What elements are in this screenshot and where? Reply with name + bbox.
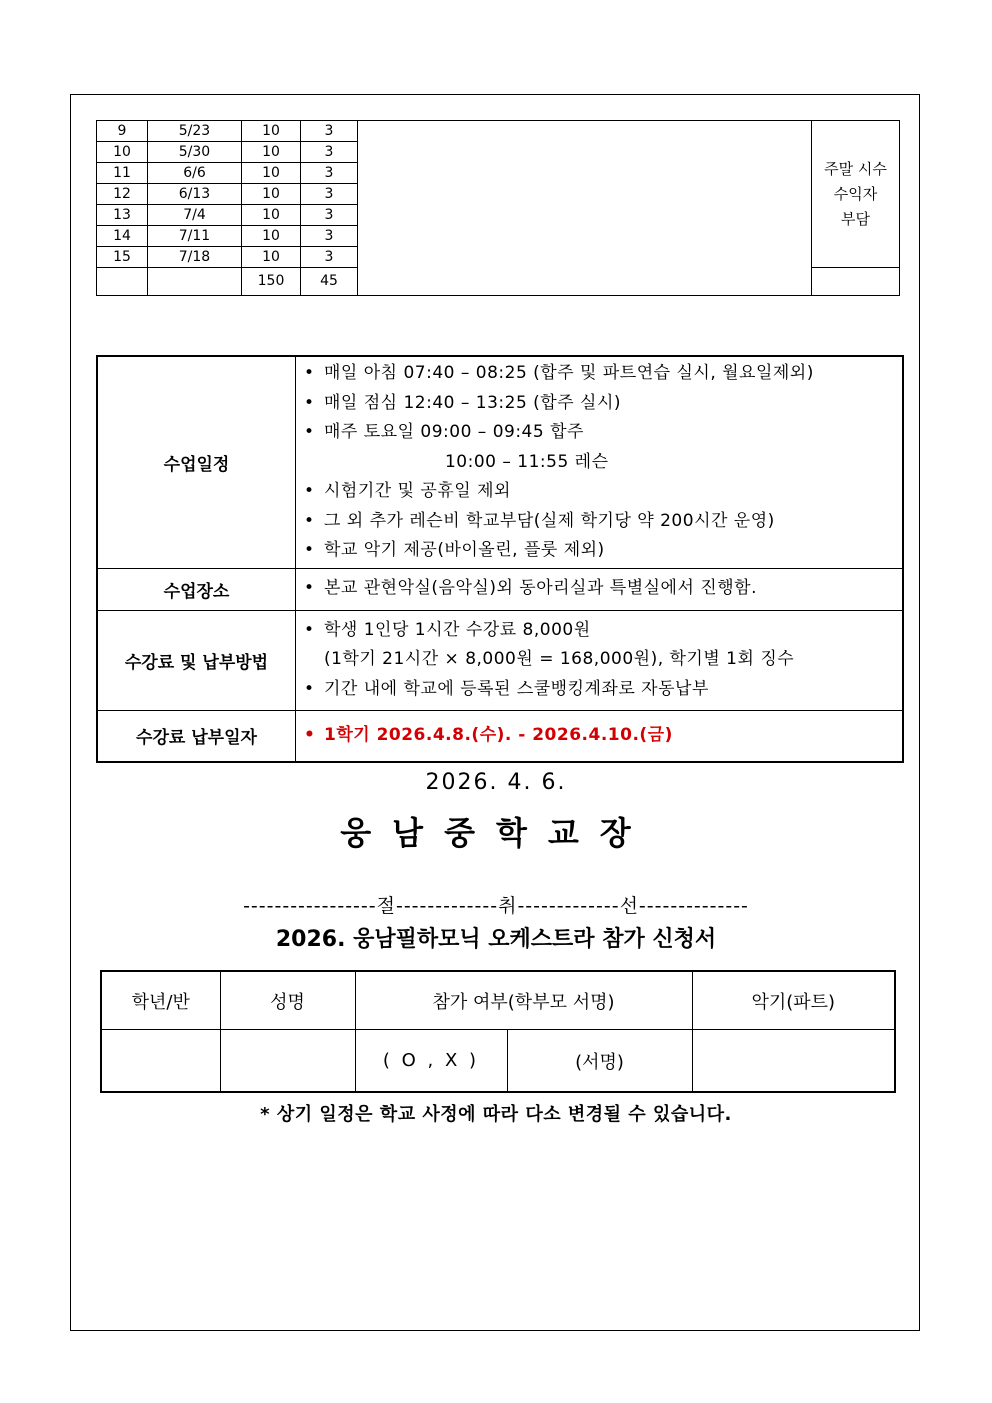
header-instrument: 악기(파트) (692, 971, 895, 1030)
schedule-cell-date: 5/30 (148, 142, 242, 163)
schedule-empty-cell (97, 268, 148, 296)
schedule-cell-date: 7/18 (148, 247, 242, 268)
schedule-empty-cell (812, 268, 900, 296)
notice-date: 2026. 4. 6. (425, 770, 567, 795)
schedule-cell-no: 13 (97, 205, 148, 226)
header-name: 성명 (220, 971, 355, 1030)
schedule-cell-date: 6/13 (148, 184, 242, 205)
change-notice: * 상기 일정은 학교 사정에 따라 다소 변경될 수 있습니다. (260, 1104, 732, 1125)
schedule-content (295, 356, 903, 568)
schedule-line: • 매일 아침 07:40 – 08:25 (합주 및 파트연습 실시, 월요일제외) (303, 363, 814, 383)
fee-content (295, 610, 903, 710)
form-title: 2026. 웅남필하모닉 오케스트라 참가 신청서 (275, 927, 717, 952)
schedule-line: • 그 외 추가 레슨비 학교부담(실제 학기당 약 200시간 운영) (303, 510, 775, 531)
place-label: 수업장소 (97, 568, 295, 610)
schedule-cell-no: 10 (97, 142, 148, 163)
application-form (100, 970, 896, 1093)
schedule-line: • 학교 악기 제공(바이올린, 플룻 제외) (303, 540, 605, 560)
schedule-blank-cell (358, 121, 812, 296)
schedule-cell-date: 5/23 (148, 121, 242, 142)
name-field[interactable] (220, 1030, 355, 1093)
schedule-line: • 시험기간 및 공휴일 제외 (303, 481, 511, 501)
fee-line: • 기간 내에 학교에 등록된 스쿨뱅킹계좌로 자동납부 (303, 678, 709, 699)
schedule-label: 수업일정 (97, 356, 295, 568)
schedule-cell-no: 15 (97, 247, 148, 268)
schedule-total-cell: 45 (301, 268, 358, 296)
schedule-cell-students: 10 (242, 226, 301, 247)
principal-title: 웅남중학교장 (340, 814, 652, 852)
schedule-cell-hours: 3 (301, 142, 358, 163)
schedule-total-cell: 150 (242, 268, 301, 296)
schedule-cell-date: 7/11 (148, 226, 242, 247)
instrument-field[interactable] (692, 1030, 895, 1093)
schedule-cell-students: 10 (242, 142, 301, 163)
schedule-cell-no: 12 (97, 184, 148, 205)
schedule-cell-hours: 3 (301, 247, 358, 268)
schedule-cell-hours: 3 (301, 184, 358, 205)
schedule-table (96, 120, 900, 296)
schedule-note (812, 121, 900, 268)
place-content (295, 568, 903, 610)
cut-line: -----------------절-------------취-------------선-------------- (243, 895, 749, 917)
due-label: 수강료 납부일자 (97, 710, 295, 762)
fee-label: 수강료 및 납부방법 (97, 610, 295, 710)
schedule-note-line: 부담 (841, 209, 870, 228)
schedule-cell-hours: 3 (301, 163, 358, 184)
schedule-row (97, 121, 900, 142)
schedule-cell-no: 11 (97, 163, 148, 184)
schedule-line: • 매일 점심 12:40 – 13:25 (합주 실시) (303, 392, 622, 413)
schedule-cell-students: 10 (242, 247, 301, 268)
signature-field[interactable]: (서명) (507, 1030, 692, 1093)
header-grade: 학년/반 (101, 971, 220, 1030)
schedule-cell-hours: 3 (301, 205, 358, 226)
schedule-note-line: 수익자 (833, 184, 878, 203)
schedule-empty-cell (148, 268, 242, 296)
schedule-cell-students: 10 (242, 163, 301, 184)
schedule-cell-hours: 3 (301, 226, 358, 247)
schedule-cell-no: 14 (97, 226, 148, 247)
place-line: • 본교 관현악실(음악실)외 동아리실과 특별실에서 진행함. (303, 578, 757, 599)
header-participation: 참가 여부(학부모 서명) (355, 971, 692, 1030)
participation-ox-field[interactable]: ( O , X ) (355, 1030, 507, 1093)
schedule-cell-students: 10 (242, 184, 301, 205)
schedule-cell-students: 10 (242, 205, 301, 226)
schedule-note-line: 주말 시수 (824, 159, 887, 178)
schedule-line: • 매주 토요일 09:00 – 09:45 합주 (303, 422, 584, 442)
schedule-cell-students: 10 (242, 121, 301, 142)
due-line: • 1학기 2026.4.8.(수). - 2026.4.10.(금) (303, 725, 673, 745)
schedule-cell-date: 6/6 (148, 163, 242, 184)
schedule-cell-date: 7/4 (148, 205, 242, 226)
grade-field[interactable] (101, 1030, 220, 1093)
schedule-line: 10:00 – 11:55 레슨 (444, 451, 609, 472)
schedule-cell-hours: 3 (301, 121, 358, 142)
due-content (295, 710, 903, 762)
fee-line: • 학생 1인당 1시간 수강료 8,000원 (303, 619, 591, 640)
info-table (96, 355, 904, 763)
fee-line: (1학기 21시간 × 8,000원 = 168,000원), 학기별 1회 징수 (323, 649, 795, 670)
schedule-cell-no: 9 (97, 121, 148, 142)
